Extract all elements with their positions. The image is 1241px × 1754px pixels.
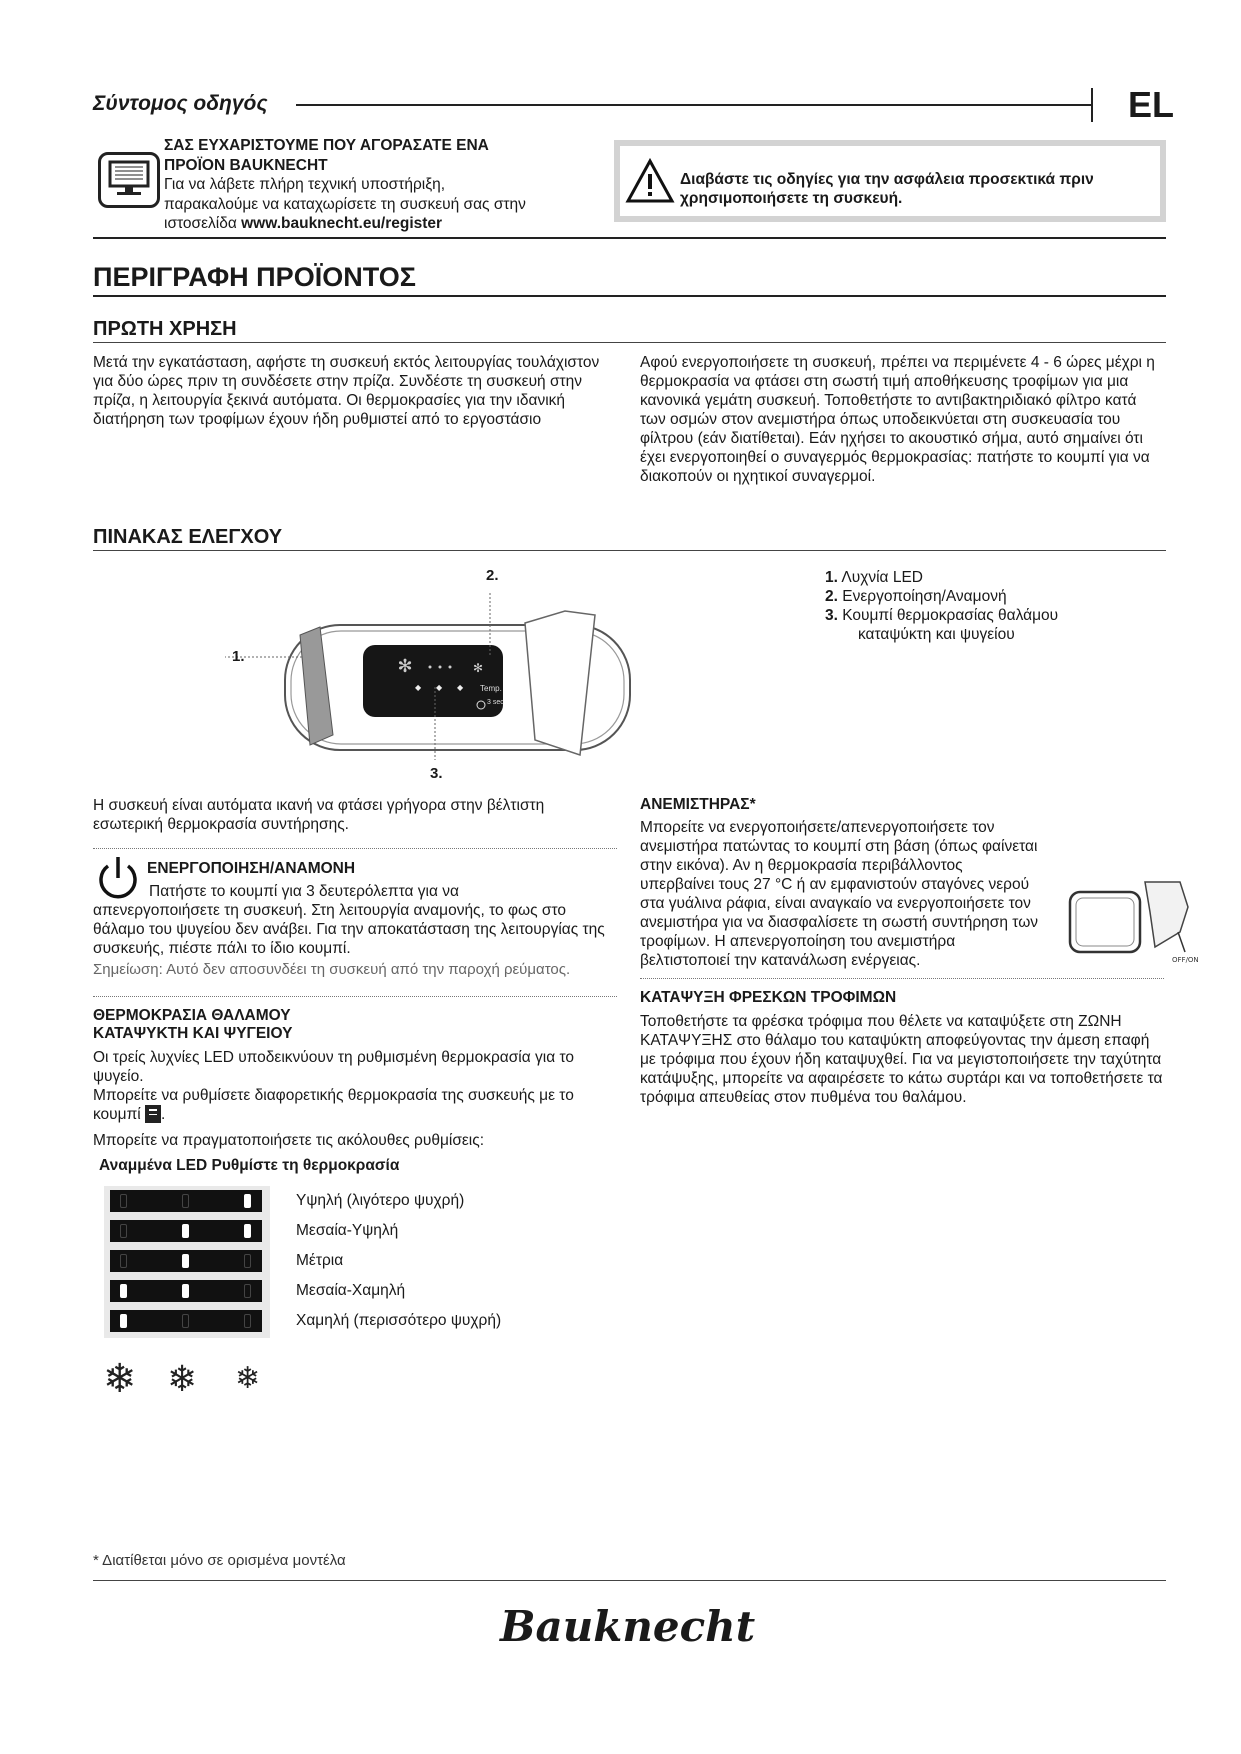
temperature-p3: Μπορείτε να πραγματοποιήσετε τις ακόλουθες ρυθμίσεις: (93, 1132, 485, 1149)
led-off (120, 1224, 127, 1238)
thanks-line-2: παρακαλούμε να καταχωρίσετε τη συσκευή σας στην (164, 195, 526, 213)
header-rule-end (1091, 88, 1093, 122)
panel-3sec-label: 3 sec (487, 699, 504, 706)
warning-line-1: Διαβάστε τις οδηγίες για την ασφάλεια προσεκτικά πριν (680, 171, 1094, 188)
thanks-line-3: ιστοσελίδα (164, 215, 242, 232)
legend-item (825, 587, 1145, 606)
dotted-divider (93, 996, 617, 997)
led-on (182, 1254, 189, 1268)
footer-divider (93, 1580, 1166, 1581)
divider (93, 237, 1166, 239)
fresh-freeze-text: Τοποθετήστε τα φρέσκα τρόφιμα που θέλετε να καταψύξετε στη ΖΩΝΗ ΚΑΤΑΨΥΞΗΣ στο θάλαμο του καταψύκτη αποφεύγοντας την άμεση επαφή με τρόφιμα που έχουν ήδη καταψυχθεί. Για να μεγιστοποιήσετε την ταχύτητα κατάψυξης, μπορείτε να αφαιρέσετε το κάτω συρτάρι και να τοποθετήσετε τα τρόφιμα απευθείας στον πυθμένα του θαλάμου. (640, 1013, 1163, 1106)
fan-title: ΑΝΕΜΙΣΤΗΡΑΣ* (640, 796, 756, 813)
led-setting-row (110, 1220, 262, 1242)
legend-num: 1. (825, 569, 838, 586)
legend-text: Κουμπί θερμοκρασίας θαλάμου (842, 607, 1059, 624)
legend-item (825, 568, 1145, 587)
led-setting-row (110, 1190, 262, 1212)
control-panel-diagram (225, 565, 645, 790)
temperature-title-2: ΚΑΤΑΨΥΚΤΗ ΚΑΙ ΨΥΓΕΙΟΥ (93, 1025, 293, 1042)
language-code: EL (1128, 84, 1175, 125)
led-off (244, 1284, 251, 1298)
led-off (120, 1254, 127, 1268)
standby-text: απενεργοποιήσετε τη συσκευή. Στη λειτουργία αναμονής, το φως στο θάλαμο του ψυγείου δεν ανάβει. Για την αποκατάσταση της λειτουργίας της συσκευής, πιέστε πάλι το ίδιο κουμπί. (93, 902, 605, 957)
led-off (120, 1194, 127, 1208)
legend-text-cont: καταψύκτη και ψυγείου (858, 626, 1015, 643)
led-setting-label: Μεσαία-Χαμηλή (296, 1282, 406, 1299)
guide-title: Σύντομος οδηγός (93, 92, 268, 115)
control-panel-title: ΠΙΝΑΚΑΣ ΕΛΕΓΧΟΥ (93, 526, 283, 548)
divider (93, 550, 1166, 551)
led-setting-label: Υψηλή (λιγότερο ψυχρή) (296, 1192, 465, 1209)
thanks-heading-2: ΠΡΟΪΟΝ BAUKNECHT (164, 156, 328, 174)
callout-1: 1. (232, 648, 245, 665)
led-off (182, 1194, 189, 1208)
first-use-left-text: Μετά την εγκατάσταση, αφήστε τη συσκευή εκτός λειτουργίας τουλάχιστον για δύο ώρες πριν τη συνδέσετε στην πρίζα. Συνδέστε τη συσκευή στην πρίζα, η λειτουργία ξεκινά αυτόματα. Οι θερμοκρασίες για την ιδανική διατήρηση των τροφίμων έχουν ήδη ρυθμιστεί από το εργοστάσιο (93, 354, 600, 428)
footnote: * Διατίθεται μόνο σε ορισμένα μοντέλα (93, 1552, 346, 1569)
temperature-title-1: ΘΕΡΜΟΚΡΑΣΙΑ ΘΑΛΑΜΟΥ (93, 1007, 291, 1024)
fan-diagram (1060, 872, 1200, 972)
power-icon (93, 852, 143, 907)
led-on (182, 1284, 189, 1298)
standby-line-1: Πατήστε το κουμπί για 3 δευτερόλεπτα για να (149, 883, 459, 900)
warning-line-2: χρησιμοποιήσετε τη συσκευή. (680, 190, 903, 207)
led-setting-label: Μεσαία-Υψηλή (296, 1222, 399, 1239)
led-on (244, 1194, 251, 1208)
warning-triangle-icon (625, 158, 675, 209)
led-setting-row (110, 1280, 262, 1302)
auto-temperature-text: Η συσκευή είναι αυτόματα ικανή να φτάσει γρήγορα στην βέλτιστη εσωτερική θερμοκρασία συντήρησης. (93, 797, 545, 833)
led-setting-label: Χαμηλή (περισσότερο ψυχρή) (296, 1312, 502, 1329)
led-setting-row (110, 1250, 262, 1272)
svg-text:✻: ✻ (472, 661, 484, 675)
led-on (120, 1314, 127, 1328)
thanks-heading-1: ΣΑΣ ΕΥΧΑΡΙΣΤΟΥΜΕ ΠΟΥ ΑΓΟΡΑΣΑΤΕ ΕΝΑ (164, 137, 489, 154)
dotted-divider (640, 978, 1164, 979)
svg-text:✻: ✻ (397, 656, 413, 677)
temperature-p1: Οι τρείς λυχνίες LED υποδεικνύουν τη ρυθμισμένη θερμοκρασία για το ψυγείο. (93, 1049, 574, 1085)
divider (93, 295, 1166, 297)
header-rule (296, 104, 1092, 106)
temperature-title (93, 1007, 292, 1043)
callout-2: 2. (486, 567, 499, 584)
led-setting-label: Μέτρια (296, 1252, 344, 1269)
svg-text:OFF/ON: OFF/ON (1172, 956, 1199, 964)
led-table-header: Αναμμένα LED Ρυθμίστε τη θερμοκρασία (99, 1157, 400, 1174)
snowflake-icon: ❄ (103, 1357, 137, 1401)
brand-logo: Bauknecht (500, 1602, 756, 1651)
first-use-right-text: Αφού ενεργοποιήσετε τη συσκευή, πρέπει να περιμένετε 4 - 6 ώρες μέχρι η θερμοκρασία να φτάσει στη σωστή τιμή αποθήκευσης τροφίμων για μια κανονικά γεμάτη συσκευή. Τοποθετήστε το αντιβακτηριδιακό φίλτρο κατά των οσμών στον ανεμιστήρα όπως υποδεικνύεται στη συσκευασία του φίλτρου (εάν διατίθεται). Εάν ηχήσει το ακουστικό σήμα, αυτό σημαίνει ότι έχει ενεργοποιηθεί ο συναγερμός θερμοκρασίας: πατήστε το κουμπί για να διακοπούν οι ηχητικοί συναγερμοί. (640, 354, 1155, 485)
led-off (244, 1314, 251, 1328)
led-setting-row (110, 1310, 262, 1332)
temperature-p2-button-word: κουμπί (93, 1106, 141, 1123)
svg-text:◆: ◆ (436, 683, 443, 692)
led-off (182, 1314, 189, 1328)
monitor-icon (98, 152, 160, 208)
callout-3: 3. (430, 765, 443, 782)
temperature-p2-end: . (161, 1106, 166, 1123)
divider (93, 342, 1166, 343)
led-on (244, 1224, 251, 1238)
standby-title: ΕΝΕΡΓΟΠΟΙΗΣΗ/ΑΝΑΜΟΝΗ (147, 860, 356, 877)
panel-legend (825, 568, 1145, 644)
fresh-freeze-title: ΚΑΤΑΨΥΞΗ ΦΡΕΣΚΩΝ ΤΡΟΦΙΜΩΝ (640, 989, 897, 1006)
temperature-p2 (93, 1086, 617, 1124)
register-link[interactable]: www.bauknecht.eu/register (241, 215, 443, 232)
led-on (120, 1284, 127, 1298)
led-off (244, 1254, 251, 1268)
thanks-line-1: Για να λάβετε πλήρη τεχνική υποστήριξη, (164, 176, 446, 193)
panel-temp-label: Temp. (480, 684, 502, 693)
led-on (182, 1224, 189, 1238)
svg-text:◆: ◆ (457, 683, 464, 692)
standby-note: Σημείωση: Αυτό δεν αποσυνδέει τη συσκευή από την παροχή ρεύματος. (93, 961, 571, 978)
temp-button-icon (145, 1105, 161, 1123)
legend-num: 2. (825, 588, 838, 605)
snowflake-icon: ❄ (235, 1362, 261, 1395)
temperature-p2-text: Μπορείτε να ρυθμίσετε διαφορετικής θερμοκρασία της συσκευής με το (93, 1087, 574, 1104)
dotted-divider (93, 848, 617, 849)
legend-text: Ενεργοποίηση/Αναμονή (842, 588, 1007, 605)
section-title: ΠΕΡΙΓΡΑΦΗ ΠΡΟΪΟΝΤΟΣ (93, 262, 416, 292)
legend-item (825, 606, 1145, 625)
snowflake-icon: ❄ (167, 1358, 198, 1399)
fan-text: Μπορείτε να ενεργοποιήσετε/απενεργοποιήσετε τον ανεμιστήρα πατώντας το κουμπί στη βάση (όπως φαίνεται στην εικόνα). Αν η θερμοκρασία περιβάλλοντος υπερβαίνει τους 27 °C ή αν εμφανιστούν σταγόνες νερού στα γυάλινα ράφια, είναι αναγκαίο να ενεργοποιήσετε τον ανεμιστήρα για να διασφαλίσετε τη σωστή συντήρηση των τροφίμων. Η απενεργοποίηση του ανεμιστήρα βελτιστοποιεί την κατανάλωση ενέργειας. (640, 819, 1039, 969)
safety-warning-text (680, 170, 1150, 208)
legend-text: Λυχνία LED (841, 569, 923, 586)
first-use-title: ΠΡΩΤΗ ΧΡΗΣΗ (93, 318, 237, 340)
svg-text:◆: ◆ (415, 683, 422, 692)
registration-note (164, 136, 564, 234)
legend-num: 3. (825, 607, 838, 624)
